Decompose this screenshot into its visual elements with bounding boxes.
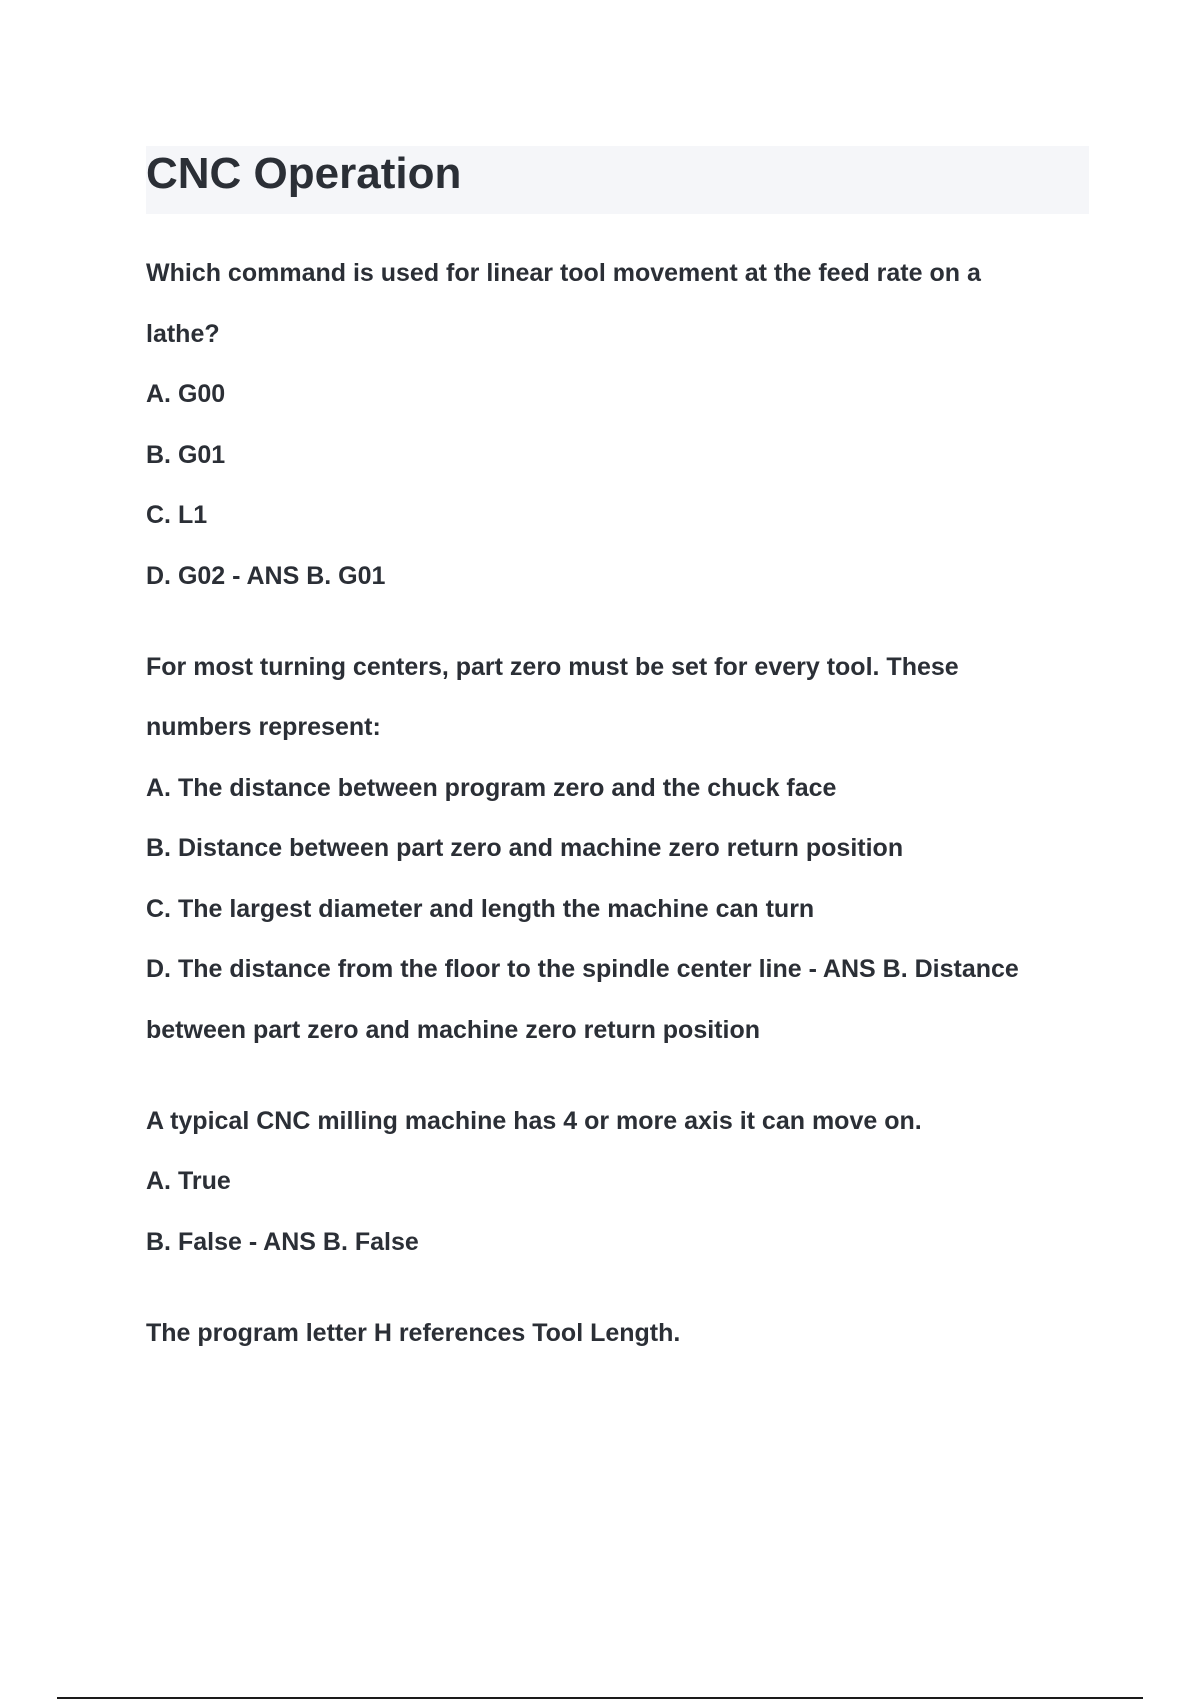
question-block-1 (146, 258, 1106, 591)
question-text: lathe? (146, 319, 220, 348)
question-text: Which command is used for linear tool movement at the feed rate on a (146, 259, 981, 287)
page-title: CNC Operation (146, 149, 462, 198)
question-text: numbers represent: (146, 713, 381, 741)
question-block-2 (146, 652, 1106, 1045)
answer-option-with-key: B. False - ANS B. False (146, 1227, 419, 1256)
bottom-divider (57, 1697, 1143, 1699)
answer-option: A. The distance between program zero and the chuck face (146, 773, 837, 802)
answer-option-with-key: D. G02 - ANS B. G01 (146, 561, 386, 590)
answer-option: A. G00 (146, 380, 226, 408)
question-block-4 (146, 1318, 1106, 1348)
question-text: A typical CNC milling machine has 4 or more axis it can move on. (146, 1106, 922, 1135)
answer-key-continuation: between part zero and machine zero return position (146, 1015, 760, 1044)
answer-option: C. L1 (146, 501, 208, 529)
question-text: The program letter H references Tool Length. (146, 1318, 681, 1347)
title-band (146, 146, 1089, 214)
answer-option: C. The largest diameter and length the machine can turn (146, 894, 815, 923)
question-list (146, 258, 1106, 1378)
answer-option: B. Distance between part zero and machine zero return position (146, 834, 904, 862)
answer-option: B. G01 (146, 440, 226, 469)
answer-option: A. True (146, 1167, 231, 1195)
question-text: For most turning centers, part zero must be set for every tool. These (146, 652, 959, 681)
question-block-3 (146, 1106, 1106, 1257)
answer-option-with-key: D. The distance from the floor to the spindle center line - ANS B. Distance (146, 955, 1019, 983)
